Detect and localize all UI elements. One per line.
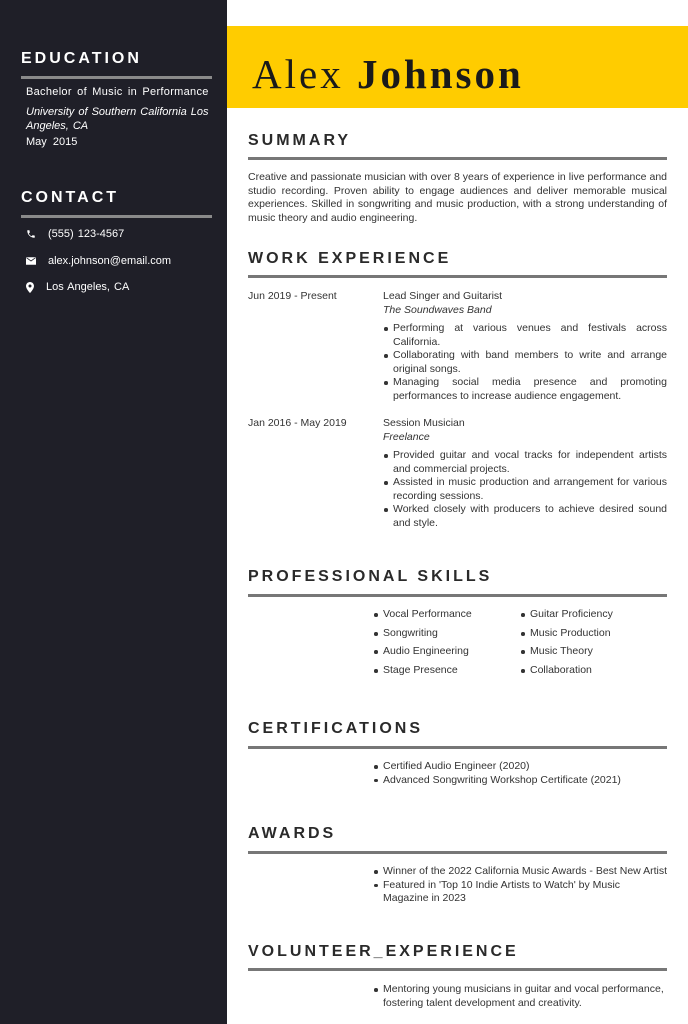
first-name: Alex [252, 51, 344, 97]
list-item: Provided guitar and vocal tracks for independent artists and commercial projects. [393, 449, 667, 475]
job-dates: Jan 2016 - May 2019 [248, 417, 347, 429]
list-item: Worked closely with producers to achieve desired sound and style. [393, 503, 667, 529]
envelope-icon [26, 257, 36, 265]
volunteer-list [383, 983, 667, 1010]
contact-section [21, 189, 212, 293]
skills-divider [248, 594, 667, 597]
sidebar [0, 0, 227, 1024]
contact-phone [26, 228, 124, 240]
list-item: Winner of the 2022 California Music Awards - Best New Artist [383, 865, 668, 877]
list-item: Collaborating with band members to write and arrange original songs. [393, 349, 667, 375]
skill-item: Songwriting [383, 627, 438, 639]
list-item: Mentoring young musicians in guitar and vocal performance, fostering talent development and creativity. [383, 983, 667, 1010]
volunteer-divider [248, 968, 667, 971]
summary-heading: SUMMARY [248, 132, 352, 149]
phone-number: (555) 123-4567 [48, 228, 125, 240]
education-date: May 2015 [26, 136, 78, 148]
skill-item: Music Theory [530, 645, 593, 657]
list-item: Advanced Songwriting Workshop Certificate (2021) [383, 774, 667, 788]
list-item: Assisted in music production and arrangement for various recording sessions. [393, 476, 667, 502]
awards-divider [248, 851, 667, 854]
certifications-divider [248, 746, 667, 749]
name-banner [227, 26, 688, 108]
skill-item: Music Production [530, 627, 611, 639]
education-school: University of Southern California Los Angeles, CA [26, 106, 209, 132]
summary-divider [248, 157, 667, 160]
education-divider [21, 76, 212, 79]
map-pin-icon [26, 282, 34, 293]
list-item: Managing social media presence and promoting performances to increase audience engagement. [393, 376, 667, 402]
contact-divider [21, 215, 212, 218]
candidate-name [252, 50, 524, 98]
skill-item: Stage Presence [383, 664, 458, 676]
job-dates: Jun 2019 - Present [248, 290, 337, 302]
certifications-heading: CERTIFICATIONS [248, 720, 424, 737]
contact-email [26, 255, 171, 267]
job-title: Lead Singer and Guitarist [383, 290, 503, 302]
skill-item: Collaboration [530, 664, 592, 676]
skills-heading: PROFESSIONAL SKILLS [248, 568, 493, 585]
education-degree: Bachelor of Music in Performance [26, 86, 209, 98]
job-bullets [393, 449, 667, 531]
email-address[interactable]: alex.johnson@email.com [48, 255, 172, 267]
awards-list [383, 865, 667, 906]
contact-heading: CONTACT [21, 189, 120, 206]
work-divider [248, 275, 667, 278]
job-organization: Freelance [383, 431, 430, 443]
volunteer-heading: VOLUNTEER_EXPERIENCE [248, 943, 519, 960]
education-heading: EDUCATION [21, 50, 142, 67]
skill-item: Vocal Performance [383, 608, 472, 620]
contact-location [26, 281, 129, 293]
location-text: Los Angeles, CA [46, 281, 130, 293]
last-name: Johnson [356, 51, 524, 97]
list-item: Performing at various venues and festivals across California. [393, 322, 667, 348]
certifications-list [383, 760, 667, 787]
summary-text: Creative and passionate musician with over 8 years of experience in live performance and studio recording. Proven ability to engage audiences and deliver memorable musical experiences. Skilled in songwriting and music production, with a strong understanding of music theory and audio engineering. [248, 171, 667, 224]
job-title: Session Musician [383, 417, 465, 429]
awards-heading: AWARDS [248, 825, 337, 842]
list-item: Certified Audio Engineer (2020) [383, 760, 667, 774]
job-bullets [393, 322, 667, 404]
skill-item: Guitar Proficiency [530, 608, 613, 620]
list-item: Featured in 'Top 10 Indie Artists to Watch' by Music Magazine in 2023 [383, 879, 667, 906]
skill-item: Audio Engineering [383, 645, 469, 657]
work-heading: WORK EXPERIENCE [248, 250, 452, 267]
job-organization: The Soundwaves Band [383, 304, 492, 316]
education-section [21, 50, 212, 148]
phone-icon [26, 229, 36, 239]
